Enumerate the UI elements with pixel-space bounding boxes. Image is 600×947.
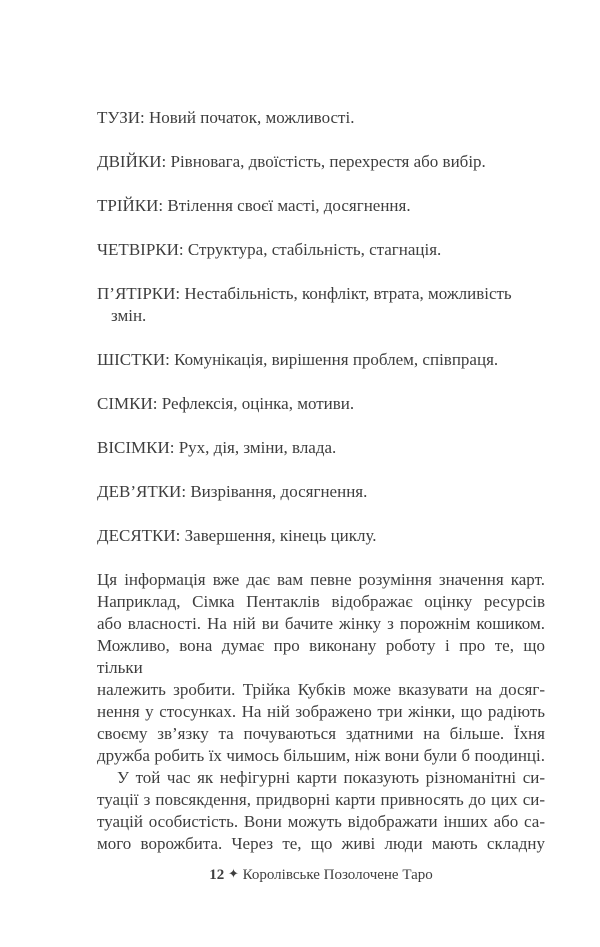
rank-item-fives <box>97 283 545 327</box>
rank-line <box>97 195 545 217</box>
rank-line <box>97 239 545 261</box>
text-line: Ця інформація вже дає вам певне розуміння значення карт. <box>97 570 545 589</box>
rank-label: ТРІЙКИ <box>97 196 159 215</box>
rank-label: ДВІЙКИ <box>97 152 162 171</box>
page-footer <box>97 864 545 886</box>
rank-separator: : <box>158 196 168 215</box>
rank-line <box>97 393 545 415</box>
book-title: Королівське Позолочене Таро <box>242 867 433 883</box>
text-line: дружба робить їх чимось більшим, ніж вони були б поодинці. <box>97 746 545 765</box>
rank-meaning: Структура, стабільність, стагнація. <box>187 240 442 259</box>
text-line: туації з повсякдення, придворні карти привносять до цих си- <box>97 790 545 809</box>
rank-line <box>97 283 545 305</box>
rank-meaning: Завершення, кінець циклу. <box>184 526 377 545</box>
rank-separator: : <box>161 152 171 171</box>
rank-separator: : <box>140 108 149 127</box>
rank-item-nines <box>97 481 545 503</box>
rank-label: П’ЯТІРКИ <box>97 284 176 303</box>
rank-meaning: Новий початок, можливості. <box>148 108 355 127</box>
rank-meaning: Рефлексія, оцінка, мотиви. <box>161 394 355 413</box>
text-line: Можливо, вона думає про виконану роботу і про те, що тільки <box>97 636 545 677</box>
rank-separator: : <box>152 394 162 413</box>
rank-item-twos <box>97 151 545 173</box>
rank-separator: : <box>165 350 175 369</box>
rank-line <box>97 481 545 503</box>
text-line: або власності. На ній ви бачите жінку з порожнім кошиком. <box>97 614 545 633</box>
paragraph-2 <box>97 767 545 855</box>
body-text <box>97 569 545 855</box>
text-line: Наприклад, Сімка Пентаклів відображає оцінку ресурсів <box>97 592 545 611</box>
text-line: У той час як нефігурні карти показують різноманітні си- <box>117 768 545 787</box>
star-separator-icon: ✦ <box>227 866 239 881</box>
rank-label: ВІСІМКИ <box>97 438 170 457</box>
text-line: туацій особистість. Вони можуть відображати інших або са- <box>97 812 545 831</box>
rank-line <box>97 151 545 173</box>
rank-meaning: Втілення своєї масті, досягнення. <box>167 196 411 215</box>
rank-separator: : <box>175 284 185 303</box>
rank-item-sevens <box>97 393 545 415</box>
rank-meaning: Рух, дія, зміни, влада. <box>178 438 337 457</box>
rank-label: ДЕВ’ЯТКИ <box>97 482 182 501</box>
text-line: мого ворожбита. Через те, що живі люди мають складну <box>97 834 545 853</box>
page-number: 12 <box>209 867 225 883</box>
rank-line <box>97 349 545 371</box>
rank-separator: : <box>175 526 185 545</box>
text-line: належить зробити. Трійка Кубків може вказувати на досяг- <box>97 680 545 699</box>
rank-item-tens <box>97 525 545 547</box>
rank-meaning: Нестабільність, конфлікт, втрата, можливість <box>184 284 512 303</box>
text-line: нення у стосунках. На ній зображено три жінки, що радіють <box>97 702 545 721</box>
rank-separator: : <box>181 482 191 501</box>
rank-meanings-list <box>97 107 545 547</box>
rank-line <box>97 525 545 547</box>
rank-item-sixes <box>97 349 545 371</box>
rank-line <box>97 107 545 129</box>
rank-label: ТУЗИ <box>97 108 140 127</box>
rank-label: СІМКИ <box>97 394 153 413</box>
rank-label: ШІСТКИ <box>97 350 166 369</box>
rank-meaning: Комунікація, вирішення проблем, співпраця. <box>174 350 499 369</box>
rank-meaning: Рівновага, двоїстість, перехрестя або вибір. <box>170 152 486 171</box>
rank-item-eights <box>97 437 545 459</box>
text-line: своєму зв’язку та почуваються здатними на більше. Їхня <box>97 724 545 743</box>
rank-meaning-continuation: змін. <box>111 306 147 325</box>
rank-item-aces <box>97 107 545 129</box>
rank-label: ЧЕТВІРКИ <box>97 240 179 259</box>
rank-label: ДЕСЯТКИ <box>97 526 176 545</box>
rank-separator: : <box>178 240 188 259</box>
rank-item-fours <box>97 239 545 261</box>
rank-meaning: Визрівання, досягнення. <box>190 482 368 501</box>
rank-item-threes <box>97 195 545 217</box>
rank-line <box>97 437 545 459</box>
paragraph-1 <box>97 569 545 767</box>
rank-separator: : <box>169 438 179 457</box>
